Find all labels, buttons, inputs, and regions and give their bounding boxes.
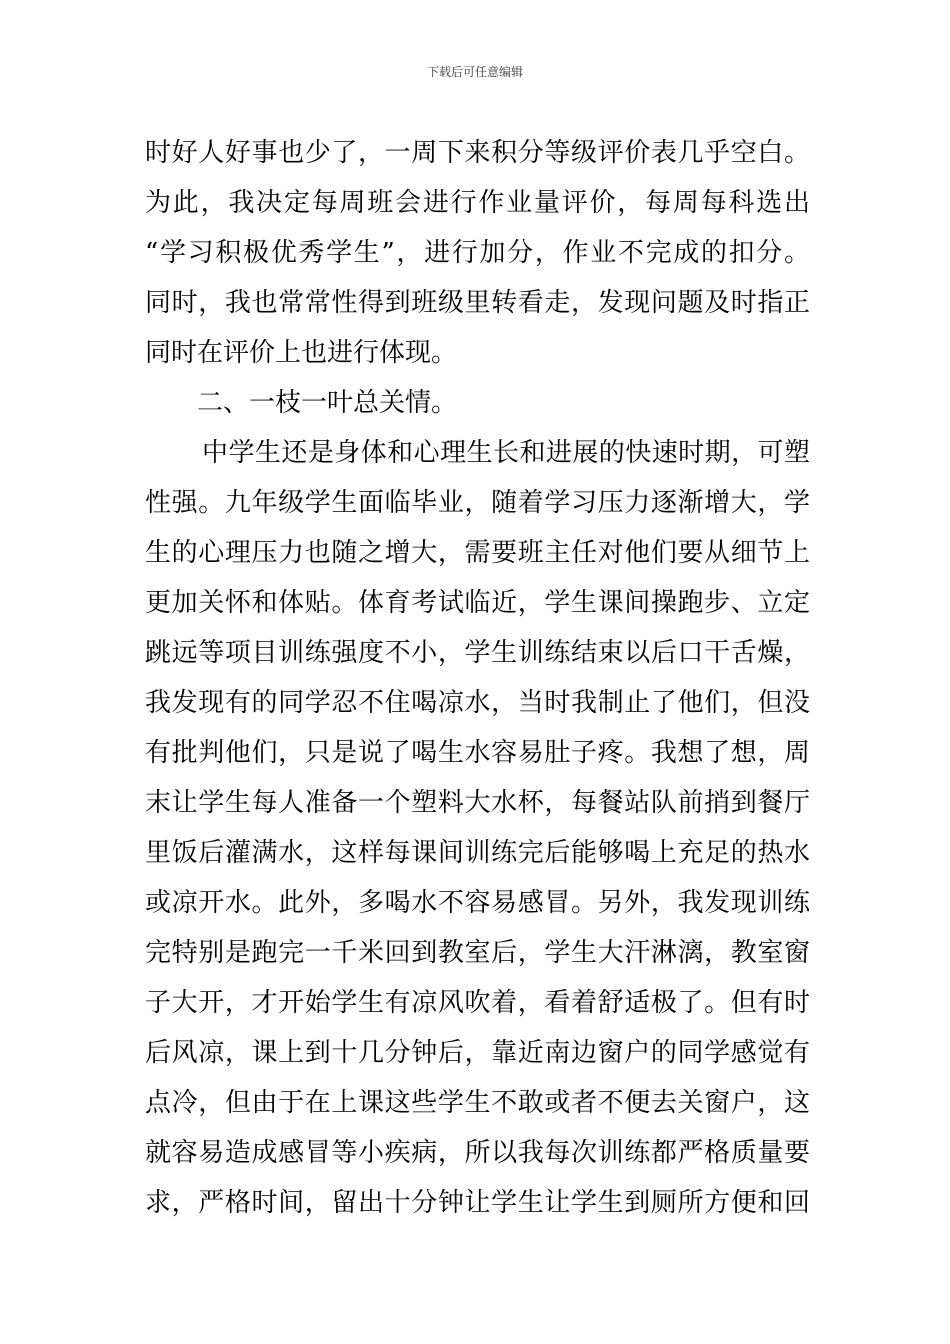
section-heading: 二、一枝一叶总关情。	[197, 388, 458, 418]
text-line: 性强。九年级学生面临毕业，随着学习压力逐渐增大，学	[145, 488, 810, 518]
text-line: 跳远等项目训练强度不小，学生训练结束以后口干舌燥，	[145, 638, 810, 668]
text-line: 更加关怀和体贴。体育考试临近，学生课间操跑步、立定	[145, 588, 810, 618]
text-line: 里饭后灌满水，这样每课间训练完后能够喝上充足的热水	[145, 838, 810, 868]
text-line: 生的心理压力也随之增大，需要班主任对他们要从细节上	[145, 538, 810, 568]
text-line: 时好人好事也少了，一周下来积分等级评价表几乎空白。	[145, 138, 810, 168]
text-line: 后风凉，课上到十几分钟后，靠近南边窗户的同学感觉有	[145, 1038, 810, 1068]
text-line: 同时，我也常常性得到班级里转看走，发现问题及时指正	[145, 288, 810, 318]
text-line: 就容易造成感冒等小疾病，所以我每次训练都严格质量要	[145, 1138, 810, 1168]
text-line: 末让学生每人准备一个塑料大水杯，每餐站队前捎到餐厅	[145, 788, 810, 818]
page-header-note: 下载后可任意编辑	[426, 65, 523, 79]
text-line: 子大开，才开始学生有凉风吹着，看着舒适极了。但有时	[145, 988, 810, 1018]
text-line: 完特别是跑完一千米回到教室后，学生大汗淋漓，教室窗	[145, 938, 810, 968]
text-line: “学习积极优秀学生”，进行加分，作业不完成的扣分。	[145, 238, 810, 268]
text-line: 或凉开水。此外，多喝水不容易感冒。另外，我发现训练	[145, 888, 810, 918]
text-line: 同时在评价上也进行体现。	[145, 338, 458, 368]
text-line: 中学生还是身体和心理生长和进展的快速时期，可塑	[202, 438, 810, 468]
text-line: 点冷，但由于在上课这些学生不敢或者不便去关窗户，这	[145, 1088, 810, 1118]
document-body	[145, 128, 810, 1228]
text-line: 为此，我决定每周班会进行作业量评价，每周每科选出	[145, 188, 810, 218]
text-line: 有批判他们，只是说了喝生水容易肚子疼。我想了想，周	[145, 738, 810, 768]
text-line: 我发现有的同学忍不住喝凉水，当时我制止了他们，但没	[145, 688, 810, 718]
text-line: 求，严格时间，留出十分钟让学生让学生到厕所方便和回	[145, 1188, 810, 1218]
